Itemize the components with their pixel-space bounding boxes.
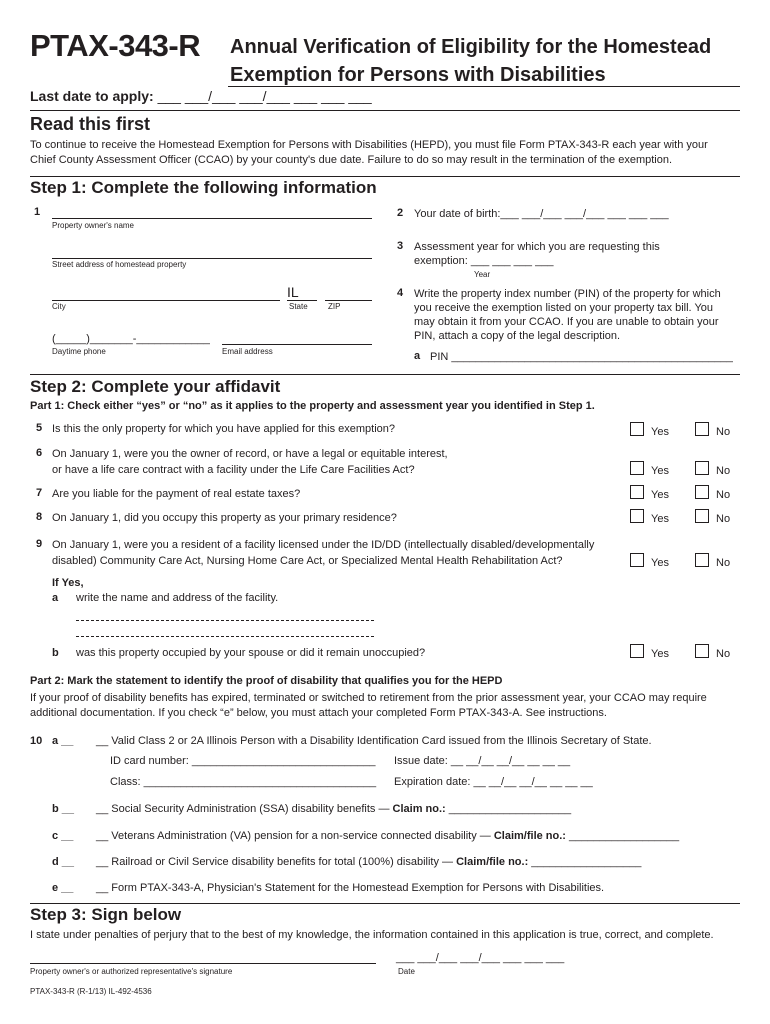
q9a-letter: a [52,592,59,604]
facility-address-field[interactable] [76,636,374,637]
city-label: City [52,302,66,311]
step2-rule [30,374,740,375]
if-yes-label: If Yes, [52,577,84,589]
last-date-field[interactable]: ___ ___/___ ___/___ ___ ___ ___ [157,88,372,104]
step3-rule [30,903,740,904]
option-e-marker[interactable]: e __ [52,882,74,894]
q7-yes-checkbox[interactable] [630,485,644,499]
assess-line1: Assessment year for which you are requesting this [414,241,660,253]
class-field[interactable]: Class: ______________________________________ [110,776,377,788]
step3-statement: I state under penalties of perjury that to the best of my knowledge, the information contained in this application is true, correct, and complete. [30,929,714,941]
q8-text: On January 1, did you occupy this property as your primary residence? [52,512,397,524]
q4-number: 4 [397,287,404,299]
step2-heading: Step 2: Complete your affidavit [30,377,281,396]
q9b-letter: b [52,647,59,659]
q9b-no-label: No [716,648,731,660]
q9-text-line2: disabled) Community Care Act, Nursing Home Care Act, or Specialized Mental Health Rehabilitation Act? [52,555,563,567]
q6-no-checkbox[interactable] [695,461,709,475]
dob-field[interactable]: Your date of birth:___ ___/___ ___/___ ___ ___ ___ [414,208,669,220]
state-value: IL [287,284,299,300]
part2-line2: additional documentation. If you check “e” below, you must attach your completed Form PTAX-343-A. See instructions. [30,707,607,719]
option-a-text: __ Valid Class 2 or 2A Illinois Person with a Disability Identification Card issued from the Illinois Secretary of State. [96,735,652,747]
q8-no-checkbox[interactable] [695,509,709,523]
q5-text: Is this the only property for which you have applied for this exemption? [52,423,396,435]
q9-text-line1: On January 1, were you a resident of a facility licensed under the ID/DD (intellectually disabled/developmentally [52,539,595,551]
q7-yes-label: Yes [651,489,669,501]
option-b-claim-field[interactable]: ____________________ [445,803,572,815]
q6-number: 6 [36,447,43,459]
option-c-claim-field[interactable]: __________________ [565,830,680,842]
q9-number: 9 [36,538,43,550]
q6-no-label: No [716,465,731,477]
q2-number: 2 [397,207,404,219]
city-field[interactable] [52,300,280,301]
q9b-yes-checkbox[interactable] [630,644,644,658]
q10-number: 10 [30,735,43,747]
q9-no-label: No [716,557,731,569]
read-first-line1: To continue to receive the Homestead Exemption for Persons with Disabilities (HEPD), you must file Form PTAX-343-R each year with your [30,139,708,151]
q5-no-checkbox[interactable] [695,422,709,436]
q6-text-line2: or have a life care contract with a facility under the Life Care Facilities Act? [52,464,415,476]
q7-no-label: No [716,489,731,501]
part1-heading: Part 1: Check either “yes” or “no” as it applies to the property and assessment year you identified in Step 1. [30,400,595,412]
last-date-label: Last date to apply: [30,88,154,104]
form-title-line1: Annual Verification of Eligibility for the Homestead [230,36,712,58]
step1-heading: Step 1: Complete the following information [30,178,377,197]
email-field[interactable] [222,344,372,345]
q8-yes-label: Yes [651,513,669,525]
signature-label: Property owner's or authorized representative's signature [30,967,233,976]
q9a-text: write the name and address of the facility. [76,592,279,604]
option-b-text [96,801,571,817]
street-field[interactable] [52,258,372,259]
read-first-line2: Chief County Assessment Officer (CCAO) by your county's due date. Failure to do so may result in the termination of the exemption. [30,154,673,166]
pin-field[interactable]: PIN ______________________________________________ [430,351,733,363]
q9b-no-checkbox[interactable] [695,644,709,658]
year-label: Year [474,270,491,279]
q7-text: Are you liable for the payment of real estate taxes? [52,488,301,500]
title-rule [228,86,740,87]
q7-no-checkbox[interactable] [695,485,709,499]
last-date-row [30,88,372,104]
step3-heading: Step 3: Sign below [30,905,182,924]
q9-yes-checkbox[interactable] [630,553,644,567]
signature-date-field[interactable]: ___ ___/___ ___/___ ___ ___ ___ [396,952,565,964]
facility-name-field[interactable] [76,620,374,621]
issue-date-field[interactable]: Issue date: __ __/__ __/__ __ __ __ [394,755,571,767]
phone-label: Daytime phone [52,347,106,356]
q8-yes-checkbox[interactable] [630,509,644,523]
id-card-field[interactable]: ID card number: ______________________________ [110,755,376,767]
q9b-yes-label: Yes [651,648,669,660]
email-label: Email address [222,347,273,356]
q5-yes-checkbox[interactable] [630,422,644,436]
option-d-claim-field[interactable]: __________________ [528,856,642,868]
q3-number: 3 [397,240,404,252]
q5-yes-label: Yes [651,426,669,438]
state-field[interactable] [287,300,317,301]
option-a-marker[interactable]: a __ [52,735,74,747]
form-footer-code: PTAX-343-R (R-1/13) IL-492-4536 [30,987,152,996]
option-d-text [96,854,641,870]
pin-line1: Write the property index number (PIN) of the property for which [414,288,721,300]
option-b-marker[interactable]: b __ [52,803,75,815]
q9-no-checkbox[interactable] [695,553,709,567]
form-title-line2: Exemption for Persons with Disabilities [230,64,606,86]
option-d-marker[interactable]: d __ [52,856,75,868]
option-c-desc: __ Veterans Administration (VA) pension for a non-service connected disability — [96,830,494,842]
option-b-claim-label: Claim no.: [392,803,446,815]
step1-rule [30,176,740,177]
zip-label: ZIP [328,302,341,311]
q6-text-line1: On January 1, were you the owner of record, or have a legal or equitable interest, [52,448,448,460]
option-c-text [96,828,679,844]
option-c-marker[interactable]: c __ [52,830,74,842]
q7-number: 7 [36,487,43,499]
q5-number: 5 [36,422,43,434]
zip-field[interactable] [325,300,372,301]
part2-line1: If your proof of disability benefits has expired, terminated or switched to retirement from the prior assessment year, your CCAO may require [30,692,707,704]
option-c-claim-label: Claim/file no.: [493,830,566,842]
q9b-text: was this property occupied by your spouse or did it remain unoccupied? [76,647,426,659]
q5-no-label: No [716,426,731,438]
q6-yes-checkbox[interactable] [630,461,644,475]
header-rule [30,110,740,111]
date-label: Date [398,967,415,976]
option-e-text: __ Form PTAX-343-A, Physician's Statement for the Homestead Exemption for Persons with Disabilities. [96,882,605,894]
owner-name-label: Property owner's name [52,221,135,230]
q1-number: 1 [34,206,41,218]
q8-number: 8 [36,511,43,523]
option-b-desc: __ Social Security Administration (SSA) disability benefits — [96,803,393,815]
part2-heading: Part 2: Mark the statement to identify the proof of disability that qualifies you for the HEPD [30,675,503,687]
state-label: State [289,302,308,311]
q8-no-label: No [716,513,731,525]
form-number: PTAX-343-R [30,28,201,63]
pin-line2: you receive the exemption listed on your property tax bill. You [414,302,714,314]
read-first-heading: Read this first [30,114,151,134]
street-label: Street address of homestead property [52,260,187,269]
q9-yes-label: Yes [651,557,669,569]
assess-year-field[interactable]: exemption: ___ ___ ___ ___ [414,255,554,267]
q6-yes-label: Yes [651,465,669,477]
expiration-date-field[interactable]: Expiration date: __ __/__ __/__ __ __ __ [394,776,593,788]
pin-line4: PIN, attach a copy of the legal description. [414,330,621,342]
pin-a-letter: a [414,350,421,362]
option-d-desc: __ Railroad or Civil Service disability benefits for total (100%) disability — [96,856,457,868]
owner-name-field[interactable] [52,218,372,219]
signature-field[interactable] [30,963,376,964]
option-d-claim-label: Claim/file no.: [456,856,529,868]
phone-field[interactable]: (_____)_______-____________ [52,333,210,345]
pin-line3: may obtain it from your CCAO. If you are unable to obtain your [414,316,719,328]
